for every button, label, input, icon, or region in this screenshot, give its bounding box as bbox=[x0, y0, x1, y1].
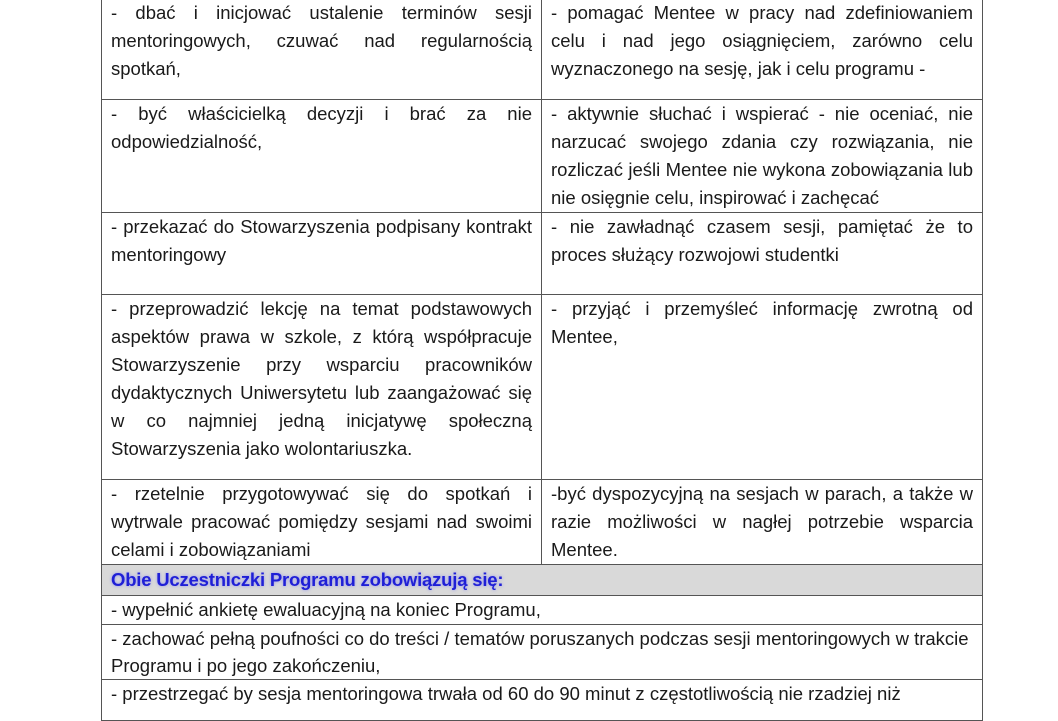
mentor-obligation-cell bbox=[542, 480, 983, 565]
mentor-obligation-cell bbox=[542, 0, 983, 100]
table-row bbox=[102, 625, 983, 680]
mentor-obligation-text: -być dyspozycyjną na sesjach w parach, a także w razie możliwości w nagłej potrzebie wsparcia Mentee. bbox=[551, 483, 973, 560]
table-row bbox=[102, 0, 983, 100]
mentee-obligation-cell bbox=[102, 480, 542, 565]
mentor-obligation-cell bbox=[542, 213, 983, 295]
mentee-obligation-text: - przekazać do Stowarzyszenia podpisany kontrakt mentoringowy bbox=[111, 216, 532, 265]
mentee-obligation-cell bbox=[102, 295, 542, 480]
obligations-table bbox=[101, 0, 983, 721]
mentee-obligation-cell bbox=[102, 213, 542, 295]
section-header-cell bbox=[102, 565, 983, 596]
mentee-obligation-text: - dbać i inicjować ustalenie terminów sesji mentoringowych, czuwać nad regularnością spotkań, bbox=[111, 2, 532, 79]
mentee-obligation-cell bbox=[102, 0, 542, 100]
shared-obligation-text: - zachować pełną poufności co do treści / tematów poruszanych podczas sesji mentoringowych w trakcie Programu i po jego zakończeniu, bbox=[111, 628, 969, 676]
section-header-row bbox=[102, 565, 983, 596]
mentee-obligation-cell bbox=[102, 100, 542, 213]
mentor-obligation-text: - przyjąć i przemyśleć informację zwrotną od Mentee, bbox=[551, 298, 973, 347]
shared-obligation-text: - przestrzegać by sesja mentoringowa trwała od 60 do 90 minut z częstotliwością nie rzadziej niż bbox=[111, 683, 901, 704]
table-row bbox=[102, 295, 983, 480]
mentor-obligation-cell bbox=[542, 295, 983, 480]
mentor-obligation-text: - aktywnie słuchać i wspierać - nie oceniać, nie narzucać swojego zdania czy rozwiązania, nie rozliczać jeśli Mentee nie wykona zobowiązania lub nie osięgnie celu, inspirować i zachęcać bbox=[551, 103, 973, 208]
table-row bbox=[102, 680, 983, 721]
shared-obligation-cell bbox=[102, 625, 983, 680]
mentor-obligation-cell bbox=[542, 100, 983, 213]
shared-obligation-cell bbox=[102, 596, 983, 625]
table-row bbox=[102, 480, 983, 565]
shared-obligation-text: - wypełnić ankietę ewaluacyjną na koniec Programu, bbox=[111, 599, 541, 620]
mentee-obligation-text: - przeprowadzić lekcję na temat podstawowych aspektów prawa w szkole, z którą współpracuje Stowarzyszenie przy wsparciu pracowników dydaktycznych Uniwersytetu lub zaangażować się w co najmniej jedną inicjatywę społeczną Stowarzyszenia jako wolontariuszka. bbox=[111, 298, 532, 459]
mentor-obligation-text: - nie zawładnąć czasem sesji, pamiętać że to proces służący rozwojowi studentki bbox=[551, 216, 973, 265]
mentor-obligation-text: - pomagać Mentee w pracy nad zdefiniowaniem celu i nad jego osiągnięciem, zarówno celu wyznaczonego na sesję, jak i celu programu - bbox=[551, 2, 973, 79]
mentee-obligation-text: - rzetelnie przygotowywać się do spotkań i wytrwale pracować pomiędzy sesjami nad swoimi celami i zobowiązaniami bbox=[111, 483, 532, 560]
table-row bbox=[102, 100, 983, 213]
section-title: Obie Uczestniczki Programu zobowiązują się: bbox=[111, 569, 504, 590]
shared-obligation-cell bbox=[102, 680, 983, 721]
mentee-obligation-text: - być właścicielką decyzji i brać za nie odpowiedzialność, bbox=[111, 103, 532, 152]
table-row bbox=[102, 213, 983, 295]
table-row bbox=[102, 596, 983, 625]
